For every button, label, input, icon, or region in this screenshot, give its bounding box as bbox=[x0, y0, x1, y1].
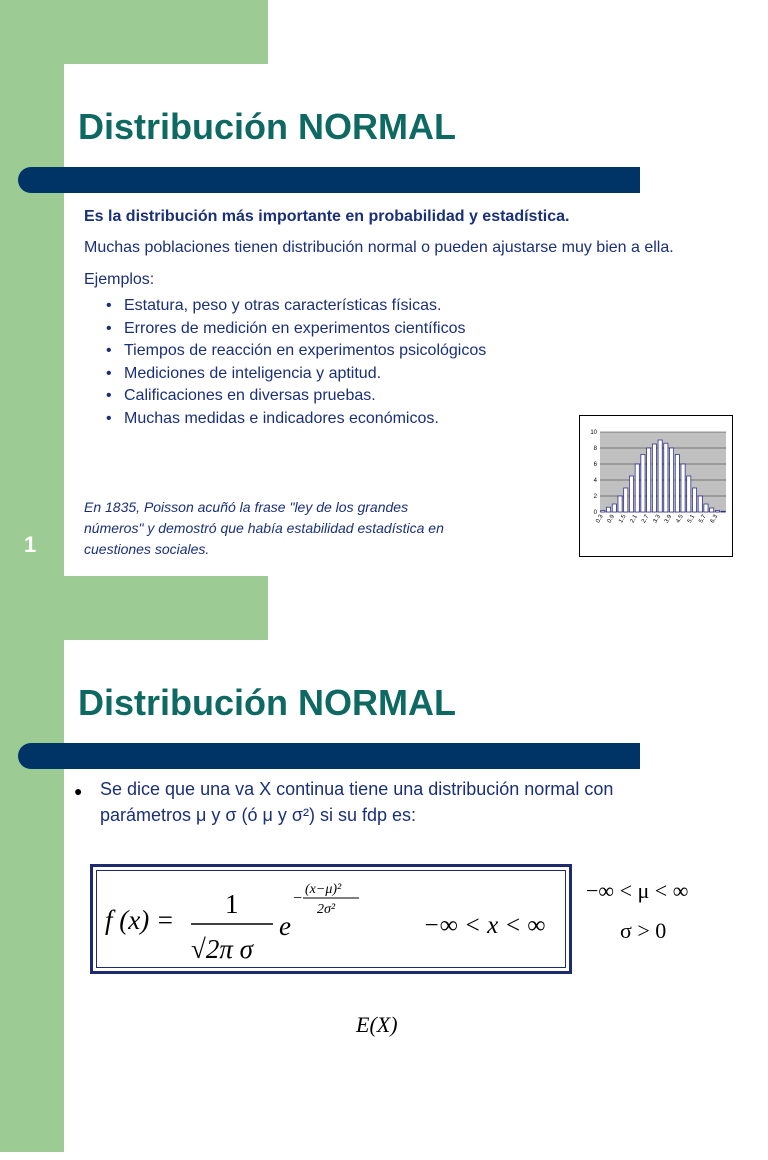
slide-title: Distribución NORMAL bbox=[78, 682, 456, 723]
green-left-band bbox=[0, 576, 64, 1152]
histogram-bar bbox=[675, 454, 679, 512]
intro-paragraph: Muchas poblaciones tienen distribución normal o pueden ajustarse muy bien a ella. bbox=[84, 239, 674, 256]
sigma-condition: σ > 0 bbox=[620, 918, 667, 943]
x-tick-label: 3.3 bbox=[652, 513, 662, 525]
histogram-chart bbox=[579, 415, 733, 557]
histogram-bar bbox=[647, 448, 651, 512]
x-tick-label: 1.5 bbox=[618, 514, 628, 525]
slide-body bbox=[84, 208, 678, 431]
x-tick-label: 5.7 bbox=[698, 514, 708, 525]
bullet-icon: • bbox=[106, 364, 112, 382]
slide-1 bbox=[0, 0, 768, 576]
x-tick-label: 6.3 bbox=[709, 513, 720, 525]
x-tick-label: 2.1 bbox=[629, 513, 639, 525]
histogram-bar bbox=[664, 443, 668, 512]
x-tick-label: 0.9 bbox=[606, 513, 617, 525]
x-tick-label: 5.1 bbox=[686, 514, 697, 525]
histogram-bar bbox=[601, 510, 605, 512]
slide-2 bbox=[0, 576, 768, 1037]
exponent-numerator: (x−μ)² bbox=[305, 882, 342, 897]
histogram-bar bbox=[681, 464, 685, 512]
y-tick-label: 8 bbox=[593, 446, 597, 452]
y-tick-label: 2 bbox=[593, 494, 597, 500]
slide-title: Distribución NORMAL bbox=[78, 106, 456, 147]
histogram-bar bbox=[698, 496, 702, 512]
list-item: • Tiempos de reacción en experimentos psicológicos bbox=[106, 340, 678, 363]
expectation-partial: E(X) bbox=[356, 1012, 398, 1037]
histogram-bar bbox=[635, 464, 639, 512]
formula-svg bbox=[97, 871, 565, 967]
list-item: • Muchas medidas e indicadores económicos. bbox=[106, 408, 678, 431]
histogram-svg bbox=[580, 416, 732, 556]
title-underline-bar bbox=[18, 167, 640, 193]
list-item: • Estatura, peso y otras características físicas. bbox=[106, 295, 678, 318]
bullet-icon: • bbox=[106, 342, 112, 360]
exponent-denominator: 2σ² bbox=[317, 902, 336, 917]
normal-pdf-formula bbox=[90, 864, 572, 974]
histogram-bar bbox=[607, 507, 611, 512]
formula-numerator: 1 bbox=[225, 889, 239, 919]
y-tick-label: 10 bbox=[590, 430, 597, 436]
list-item: • Mediciones de inteligencia y aptitud. bbox=[106, 363, 678, 386]
formula-domain: −∞ < x < ∞ bbox=[423, 912, 546, 939]
histogram-bar bbox=[624, 488, 628, 512]
histogram-bar bbox=[687, 476, 691, 512]
y-tick-label: 4 bbox=[593, 478, 597, 484]
y-tick-label: 6 bbox=[593, 462, 597, 468]
slide-number: 1 bbox=[24, 532, 37, 557]
histogram-bar bbox=[721, 511, 725, 512]
histogram-bar bbox=[692, 488, 696, 512]
mu-condition: −∞ < μ < ∞ bbox=[586, 878, 689, 903]
histogram-bar bbox=[618, 496, 622, 512]
bullet-icon: • bbox=[106, 387, 112, 405]
poisson-note: En 1835, Poisson acuñó la frase "ley de los grandes números" y demostró que había estabilidad estadística en cuestiones sociales. bbox=[84, 499, 444, 557]
formula-lhs: f (x) = bbox=[105, 905, 175, 935]
exponent-sign: − bbox=[293, 890, 303, 907]
formula-e: e bbox=[279, 911, 291, 941]
x-tick-label: 4.5 bbox=[675, 513, 685, 525]
y-tick-label: 0 bbox=[593, 510, 597, 516]
histogram-bar bbox=[612, 504, 616, 512]
definition-bullet: ● Se dice que una va X continua tiene una distribución normal con parámetros μ y σ (ó μ y σ²) si su fdp es: bbox=[74, 779, 614, 825]
bullet-icon: • bbox=[106, 297, 112, 314]
lead-statement: Es la distribución más importante en probabilidad y estadística. bbox=[84, 208, 570, 225]
examples-list bbox=[84, 295, 678, 431]
bullet-icon: • bbox=[106, 319, 112, 337]
bullet-icon: ● bbox=[74, 783, 83, 799]
x-tick-label: 2.7 bbox=[641, 514, 651, 525]
x-tick-label: 3.9 bbox=[663, 514, 674, 525]
histogram-bar bbox=[629, 476, 633, 512]
histogram-bar bbox=[704, 504, 708, 512]
green-left-band bbox=[0, 0, 64, 576]
title-underline-bar bbox=[18, 743, 640, 769]
examples-label: Ejemplos: bbox=[84, 271, 155, 288]
list-item: • Calificaciones en diversas pruebas. bbox=[106, 385, 678, 408]
histogram-bar bbox=[715, 510, 719, 512]
histogram-bar bbox=[658, 440, 662, 512]
bullet-icon: • bbox=[106, 409, 112, 427]
histogram-bar bbox=[641, 454, 645, 512]
list-item: • Errores de medición en experimentos científicos bbox=[106, 318, 678, 341]
histogram-bar bbox=[710, 508, 714, 512]
histogram-bar bbox=[652, 444, 656, 512]
x-tick-label: 0.3 bbox=[595, 514, 605, 525]
histogram-bar bbox=[670, 448, 674, 512]
formula-denominator: √2π σ bbox=[191, 934, 253, 964]
